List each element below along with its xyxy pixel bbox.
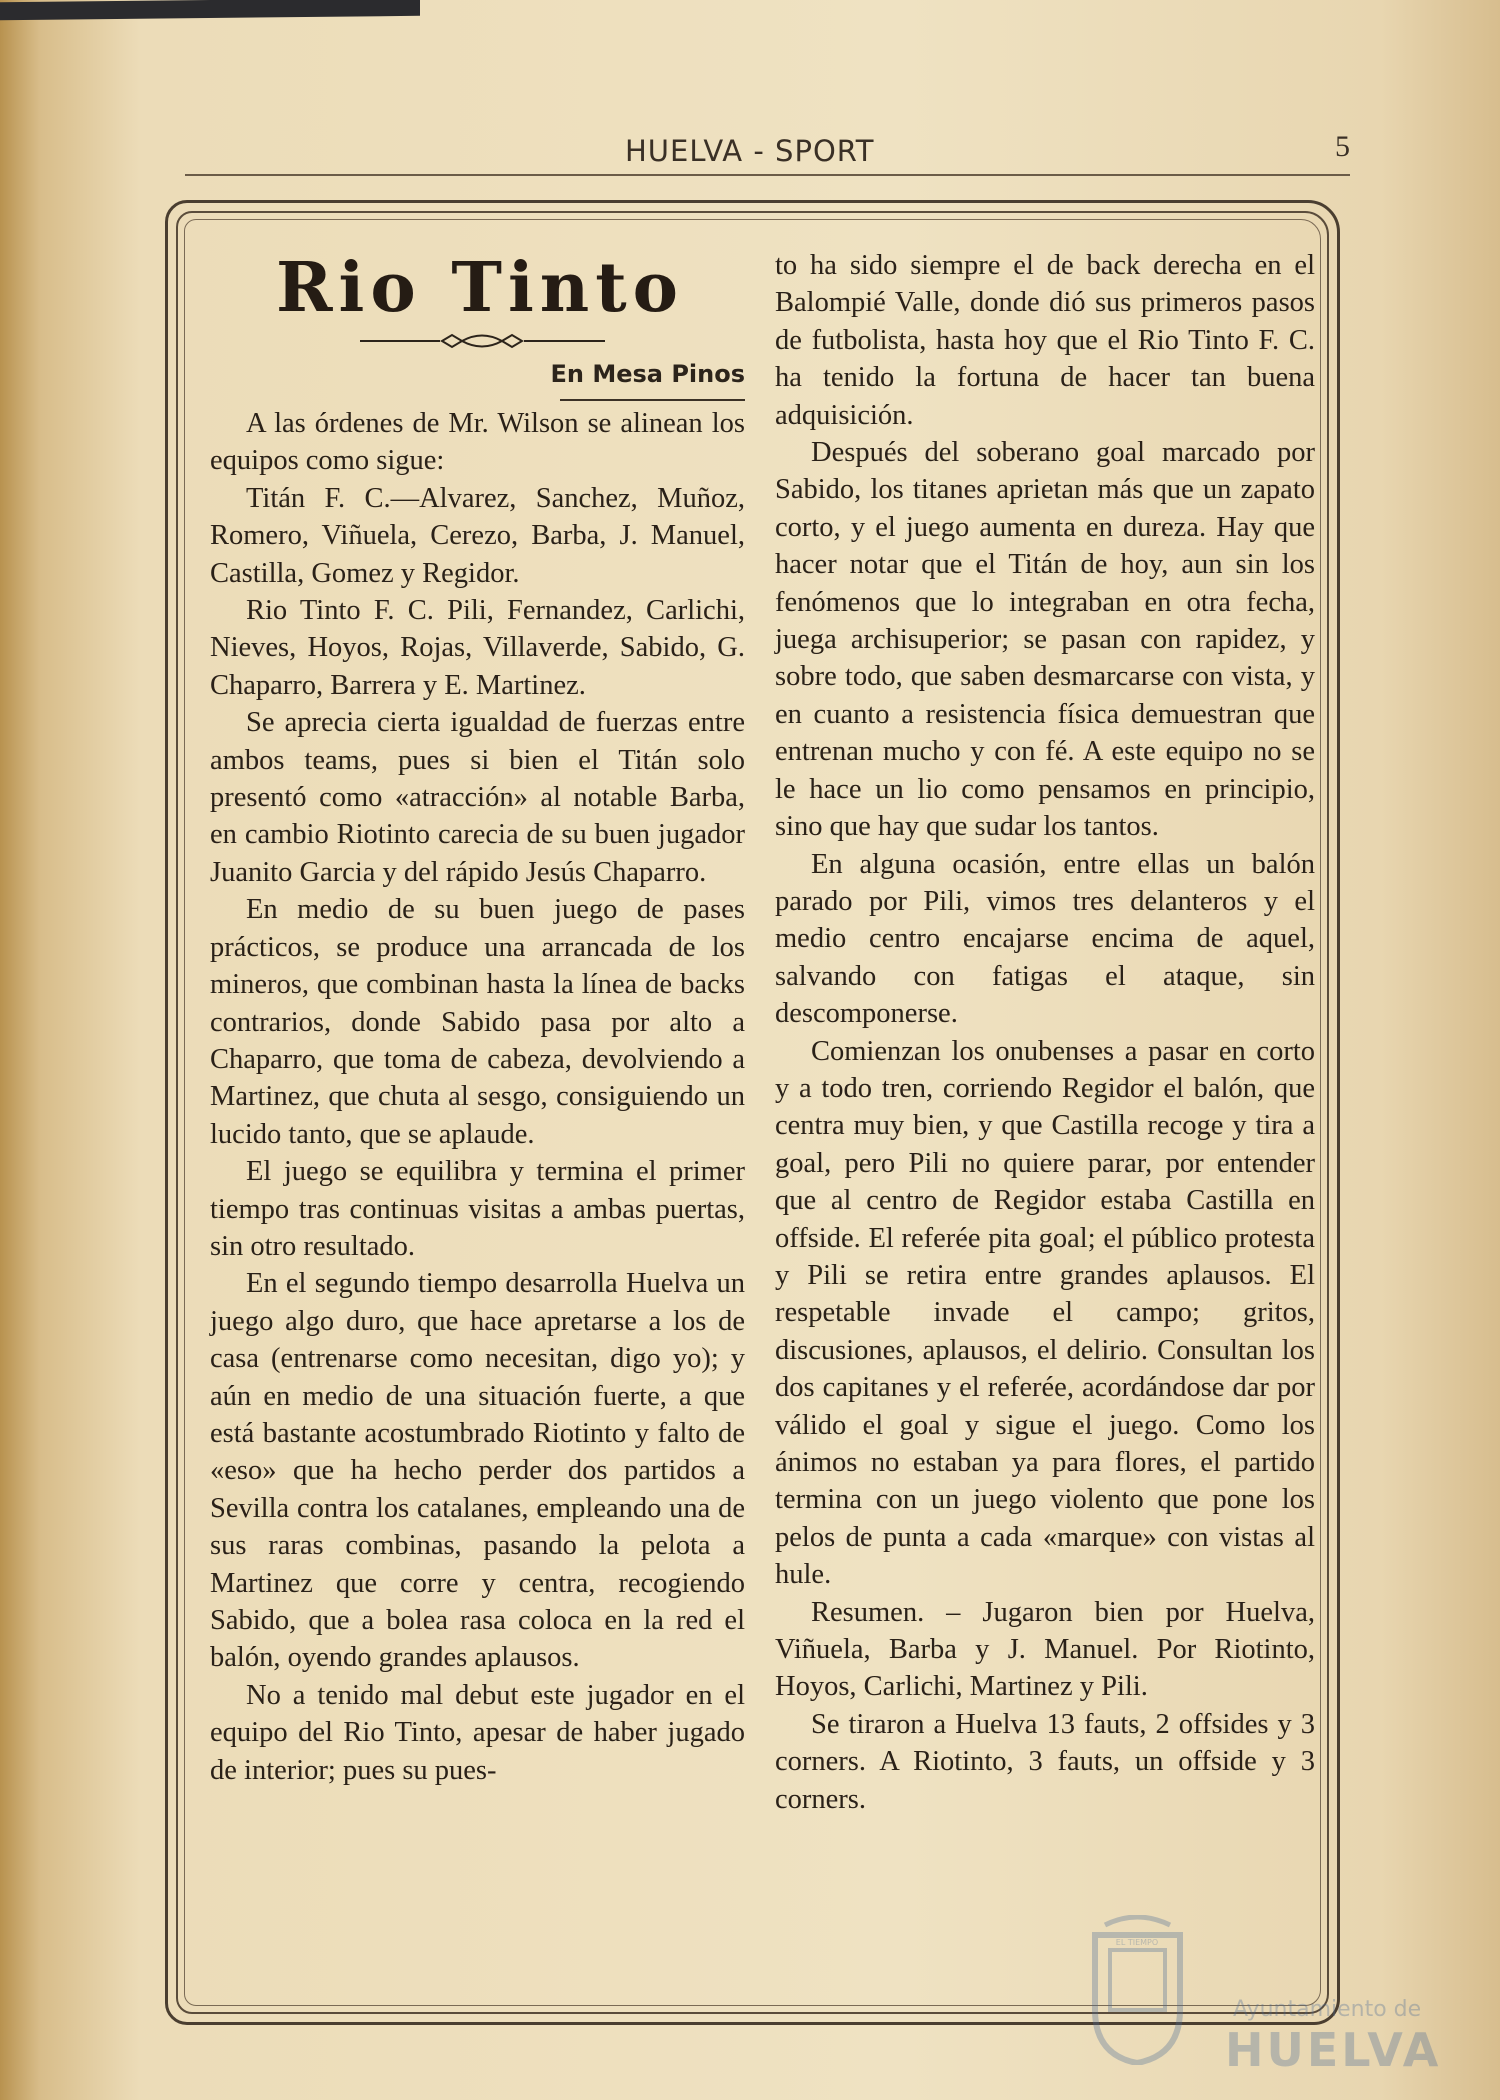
paragraph: Comienzan los onubenses a pasar en corto y a todo tren, corriendo Regidor el balón, que centra muy bien, y que Castilla recoge y tira a goal, pero Pili no quiere parar, por entender que al centro de Regidor estaba Castilla en offside. El referée pita goal; el público protesta y Pili se retira entre grandes aplausos. El respetable invade el campo; gritos, discusiones, aplausos, el delirio. Consultan los dos capitanes y el referée, acordándose dar por válido el goal y sigue el juego. Como los ánimos no estaban ya para flores, el partido termina con un juego violento que pone los pelos de punta a cada «marque» con vistas al hule. bbox=[775, 1035, 1315, 1591]
paragraph: El juego se equilibra y termina el primer tiempo tras continuas visitas a ambas puertas, sin otro resultado. bbox=[210, 1156, 745, 1262]
right-column bbox=[775, 247, 1315, 1818]
byline-rule bbox=[560, 399, 745, 401]
paragraph: Rio Tinto F. C. Pili, Fernandez, Carlichi, Nieves, Hoyos, Rojas, Villaverde, Sabido, G. Chaparro, Barrera y E. Martinez. bbox=[210, 595, 745, 701]
paragraph: Después del soberano goal marcado por Sabido, los titanes aprietan más que un zapato corto, y el juego aumenta en dureza. Hay que hacer notar que el Titán de hoy, aun sin los fenómenos que lo integraban en otra fecha, juega archisuperior; se pasan con rapidez, y sobre todo, que saben desmarcarse con vista, y en cuanto a resistencia física demuestran que entrenan mucho y con fé. A este equipo no se le hace un lio como pensamos en principio, sino que hay que sudar los tantos. bbox=[775, 437, 1315, 843]
scan-edge bbox=[0, 0, 420, 20]
publication-title: HUELVA - SPORT bbox=[625, 134, 875, 168]
page-number: 5 bbox=[1335, 130, 1350, 163]
title-ornament bbox=[360, 328, 605, 354]
paragraph: Resumen. – Jugaron bien por Huelva, Viñuela, Barba y J. Manuel. Por Riotinto, Hoyos, Carlichi, Martinez y Pili. bbox=[775, 1596, 1315, 1703]
running-head bbox=[185, 130, 1350, 170]
paragraph: En medio de su buen juego de pases prácticos, se produce una arrancada de los mineros, que combinan hasta la línea de backs contrarios, donde Sabido pasa por alto a Chaparro, que toma de cabeza, devolviendo a Martinez, que chuta al sesgo, consiguiendo un lucido tanto, que se aplaude. bbox=[210, 894, 745, 1150]
watermark-line2: HUELVA bbox=[1225, 2023, 1442, 2077]
paragraph: En el segundo tiempo desarrolla Huelva un juego algo duro, que hace apretarse a los de casa (entrenarse como necesitan, digo yo); y aún en medio de una situación fuerte, a que está bastante acostumbrado Riotinto y falto de «eso» que ha hecho perder dos partidos a Sevilla contra los catalanes, empleando una de sus raras combinas, pasando la pelota a Martinez que corre y centra, recogiendo Sabido, que a bolea rasa coloca en la red el balón, oyendo grandes aplausos. bbox=[210, 1268, 745, 1674]
paragraph: Titán F. C.—Alvarez, Sanchez, Muñoz, Romero, Viñuela, Cerezo, Barba, J. Manuel, Castilla, Gomez y Regidor. bbox=[210, 482, 745, 589]
paragraph: to ha sido siempre el de back derecha en el Balompié Valle, donde dió sus primeros pasos de futbolista, hasta hoy que el Rio Tinto F. C. ha tenido la fortuna de hacer tan buena adquisición. bbox=[775, 250, 1315, 431]
paragraph: A las órdenes de Mr. Wilson se alinean los equipos como sigue: bbox=[210, 408, 745, 477]
article-title: Rio Tinto bbox=[275, 248, 684, 328]
watermark-line1: Ayuntamiento de bbox=[1233, 1997, 1422, 2022]
paragraph: Se tiraron a Huelva 13 fauts, 2 offsides y 3 corners. A Riotinto, 3 fauts, un offside y 3 corners. bbox=[775, 1708, 1315, 1815]
paragraph: Se aprecia cierta igualdad de fuerzas entre ambos teams, pues si bien el Titán solo presentó como «atracción» al notable Barba, en cambio Riotinto carecia de su buen jugador Juanito Garcia y del rápido Jesús Chaparro. bbox=[210, 707, 745, 888]
archive-watermark bbox=[1085, 1915, 1500, 2075]
byline: En Mesa Pinos bbox=[550, 360, 745, 388]
coat-of-arms-icon bbox=[1085, 1915, 1190, 2065]
paragraph: No a tenido mal debut este jugador en el equipo del Rio Tinto, apesar de haber jugado de interior; pues su pues- bbox=[210, 1679, 745, 1786]
shield-text: EL TIEMPO bbox=[1115, 1938, 1159, 1947]
paragraph: En alguna ocasión, entre ellas un balón parado por Pili, vimos tres delanteros y el medio centro encajarse encima de aquel, salvando con fatigas el ataque, sin descomponerse. bbox=[775, 848, 1315, 1030]
left-column bbox=[210, 405, 745, 1789]
header-rule bbox=[185, 174, 1350, 176]
